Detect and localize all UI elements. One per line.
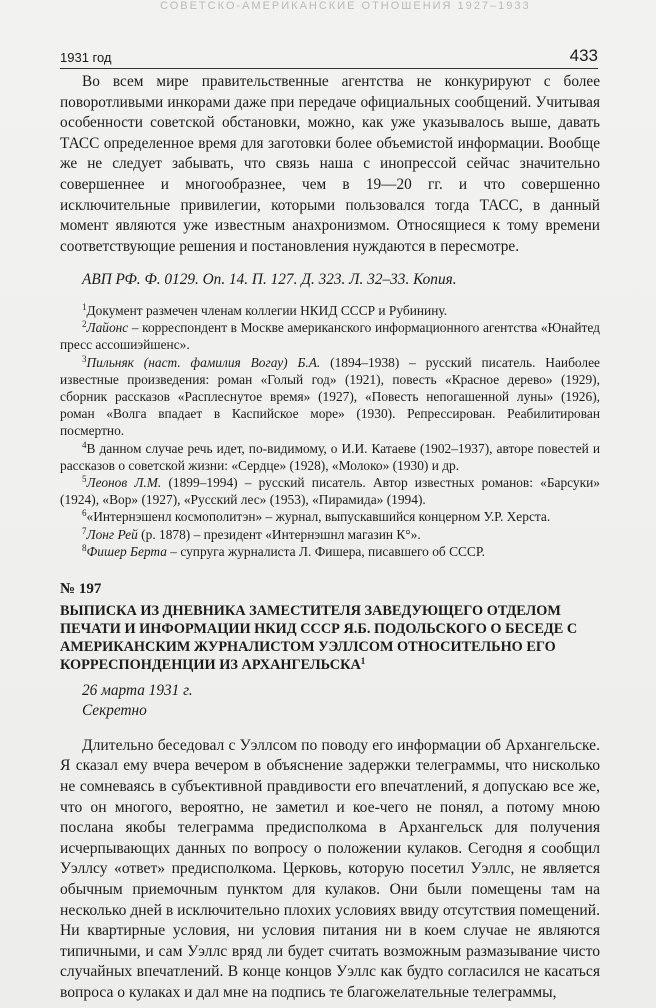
- bleed-through-text: СОВЕТСКО-АМЕРИКАНСКИЕ ОТНОШЕНИЯ 1927–1933: [160, 0, 531, 12]
- intro-paragraph: Во всем мире правительственные агентства не конкурируют с более поворотливыми инкорами даже при передаче официальных сообщений. Учитывая особенности советской обстановки, можно, как уже указывалось выше, давать ТАСС определенное время для заготовки более объемистой информации. Вообще же не следует забывать, что связь наша с инопрессой сейчас значительно совершеннее и многообразнее, чем в 19—20 гг. и что совершенно исключительные привилегии, которыми пользовался тогда ТАСС, в данный момент являются уже известным анахронизмом. Относящиеся к тому времени соответствующие решения и постановления нуждаются в пересмотре.: [60, 73, 600, 255]
- footnote: [60, 543, 600, 560]
- footnote-text: В данном случае речь идет, по-видимому, о И.И. Катаеве (1902–1937), авторе повестей и рассказов о советской жизни: «Сердце» (1928), «Молоко» (1930) и др.: [60, 440, 600, 473]
- footnote-text: Документ размечен членам коллегии НКИД СССР и Рубинину.: [86, 302, 448, 318]
- archive-source: АВП РФ. Ф. 0129. Оп. 14. П. 127. Д. 323. Л. 32–33. Копия.: [82, 271, 457, 289]
- footnote: [60, 526, 600, 543]
- footnote-mark: 6: [82, 508, 87, 519]
- footnote-name: Фишер Берта: [86, 543, 167, 559]
- document-body: Длительно беседовал с Уэллсом по поводу его информации об Архангельске. Я сказал ему вчера вечером в объяснение задержки телеграммы, что нисколько не сомневаясь в субъективной правдивости его впечатлений, я допускаю все же, что он многого, вероятно, не заметил и кое-чего не понял, а потому мною послана якобы телеграмма предисполкома в Архангельск для получения исчерпывающих данных по вопросу о положении кулаков. Сегодня я сообщил Уэллсу «ответ» предисполкома. Церковь, которую посетил Уэллс, не является обычным приемочным пунктом для кулаков. Они были помещены там на несколько дней в исключительно плохих условиях ввиду отсутствия помещений. Ни квартирные условия, ни условия питания ни в коем случае не являются типичными, и сам Уэллс вряд ли будет считать возможным размазывание чисто случайных впечатлений. В конце концов Уэллс как будто согласился не касаться вопроса о кулаках и дал мне на подпись те благожелательные телеграммы,: [60, 736, 600, 1001]
- footnote-text: (1899–1994) – русский писатель. Автор известных романов: «Барсуки» (1924), «Вор» (1927), «Русский лес» (1953), «Пирамида» (1994).: [60, 474, 600, 508]
- footnote-text: «Интернэшенл космополитэн» – журнал, выпускавшийся концерном У.Р. Херста.: [86, 509, 551, 525]
- footnote-mark: 5: [82, 473, 87, 484]
- footnote-mark: 1: [82, 301, 87, 312]
- footnote-text: (р. 1878) – президент «Интернэшнл магазин К°».: [137, 526, 421, 542]
- footnote: [60, 319, 600, 353]
- page-content: [60, 72, 600, 1003]
- footnote-name: Лайонс: [86, 320, 129, 336]
- footnote: [60, 440, 600, 474]
- footnote-text: – корреспондент в Москве американского информационного агентства «Юнайтед пресс ассошиэйшенс».: [60, 320, 600, 353]
- document-date: 26 марта 1931 г.: [82, 681, 193, 699]
- document-title-footnote-mark: 1: [360, 655, 366, 666]
- page-number: 433: [569, 46, 598, 65]
- footnote-name: Леонов Л.М.: [86, 474, 162, 490]
- footnotes: [60, 302, 600, 560]
- running-head: [60, 42, 598, 69]
- footnote: [60, 354, 600, 440]
- footnote-mark: 8: [82, 542, 87, 553]
- document-title-text: ВЫПИСКА ИЗ ДНЕВНИКА ЗАМЕСТИТЕЛЯ ЗАВЕДУЮЩЕГО ОТДЕЛОМ ПЕЧАТИ И ИНФОРМАЦИИ НКИД СССР Я.Б. ПОДОЛЬСКОГО О БЕСЕДЕ С АМЕРИКАНСКИМ ЖУРНАЛИСТОМ УЭЛЛСОМ ОТНОСИТЕЛЬНО ЕГО КОРРЕСПОНДЕНЦИИ ИЗ АРХАНГЕЛЬСКА: [60, 602, 578, 673]
- footnote: [60, 508, 600, 525]
- footnote: [60, 302, 600, 319]
- footnote-text: (1894–1938) – русский писатель. Наиболее известные произведения: роман «Голый год» (1921), повесть «Красное дерево» (1929), сборник рассказов «Расплеснутое время» (1927), «Повесть непогашенной луны» (1926), роман «Волга впадает в Каспийское море» (1930). Репрессирован. Реабилитирован посмертно.: [60, 354, 600, 439]
- document-number: № 197: [60, 580, 102, 597]
- footnote-name: Пильняк (наст. фамилия Вогау) Б.А.: [86, 354, 321, 370]
- running-head-year: 1931 год: [60, 50, 112, 65]
- footnote-name: Лонг Рей: [86, 526, 138, 542]
- footnote-mark: 7: [82, 525, 87, 536]
- document-title: [60, 602, 600, 674]
- footnote-text: – супруга журналиста Л. Фишера, писавшего об СССР.: [166, 543, 485, 559]
- document-classification: Секретно: [82, 702, 147, 720]
- footnote: [60, 474, 600, 508]
- footnote-mark: 3: [82, 353, 87, 364]
- footnote-mark: 2: [82, 319, 87, 330]
- footnote-mark: 4: [82, 439, 87, 450]
